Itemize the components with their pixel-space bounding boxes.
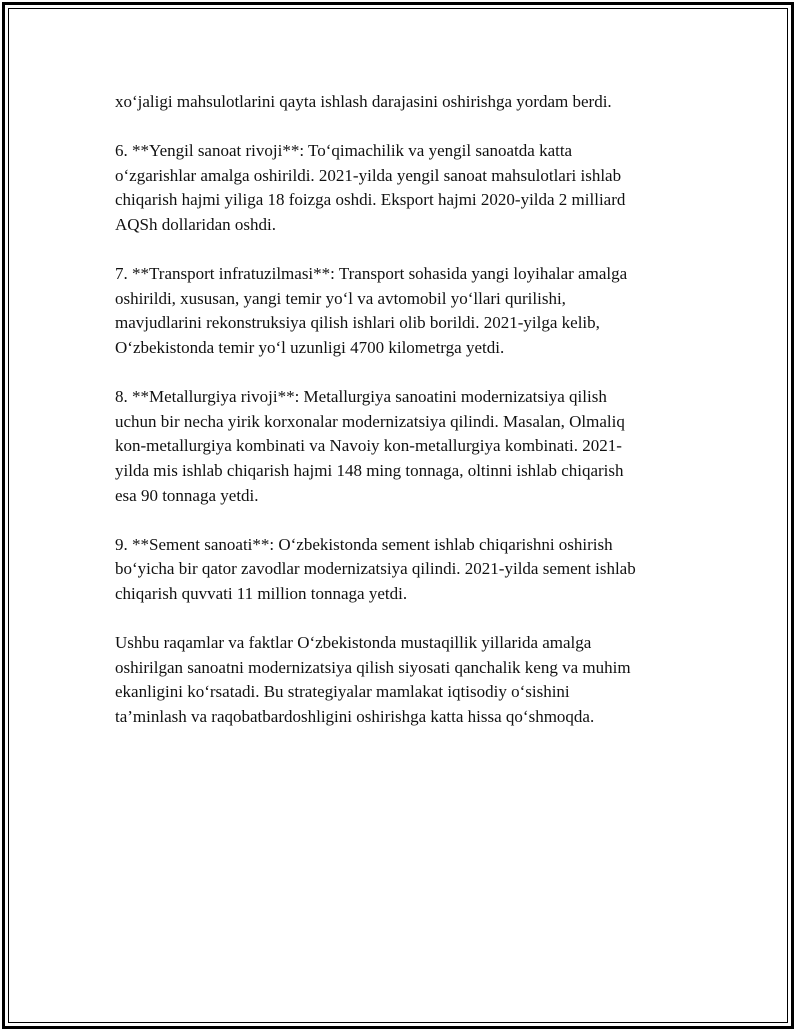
paragraph-cement: 9. **Sement sanoati**: O‘zbekistonda sement ishlab chiqarishni oshirish bo‘yicha bir qator zavodlar modernizatsiya qilindi. 2021-yilda sement ishlab chiqarish quvvati 11 million tonnaga yetdi. (115, 534, 636, 603)
paragraph-metallurgy: 8. **Metallurgiya rivoji**: Metallurgiya sanoatini modernizatsiya qilish uchun bir necha yirik korxonalar modernizatsiya qilindi. Masalan, Olmaliq kon-metallurgiya kombinati va Navoiy kon-metallurgiya kombinati. 2021- yilda mis ishlab chiqarish hajmi 148 ming tonnaga, oltinni ishlab chiqarish esa 90 tonnaga yetdi. (115, 387, 625, 505)
paragraph-transport: 7. **Transport infratuzilmasi**: Transport sohasida yangi loyihalar amalga oshirildi, xususan, yangi temir yo‘l va avtomobil yo‘llari qurilishi, mavjudlarini rekonstruksiya qilish ishlari olib borildi. 2021-yilga kelib, O‘zbekistonda temir yo‘l uzunligi 4700 kilometrga yetdi. (115, 264, 628, 357)
paragraph-light-industry: 6. **Yengil sanoat rivoji**: To‘qimachilik va yengil sanoatda katta o‘zgarishlar amalga oshirildi. 2021-yilda yengil sanoat mahsulotlari ishlab chiqarish hajmi yiliga 18 foizga oshdi. Eksport hajmi 2020-yilda 2 milliard AQSh dollaridan oshdi. (115, 141, 626, 234)
paragraph-conclusion: Ushbu raqamlar va faktlar O‘zbekistonda mustaqillik yillarida amalga oshirilgan sanoatni modernizatsiya qilish siyosati qanchalik keng va muhim ekanligini ko‘rsatadi. Bu strategiyalar mamlakat iqtisodiy o‘sishini ta’minlash va raqobatbardoshligini oshirishga katta hissa qo‘shmoqda. (115, 633, 631, 726)
document-body (115, 90, 690, 754)
paragraph-continuation: xo‘jaligi mahsulotlarini qayta ishlash darajasini oshirishga yordam berdi. (115, 92, 612, 111)
